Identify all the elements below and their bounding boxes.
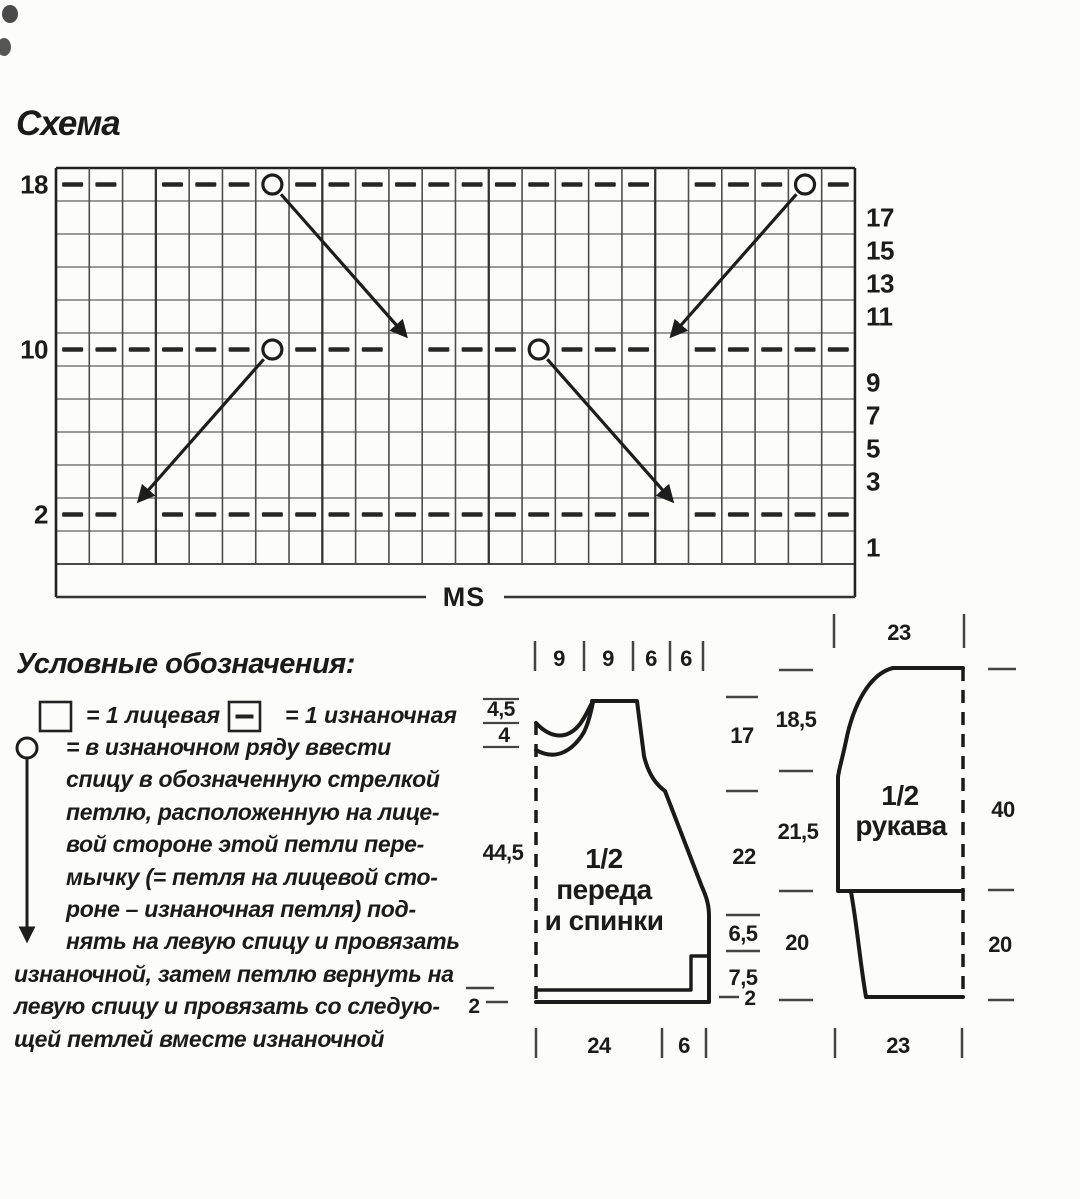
cuff-outline (851, 892, 963, 997)
width-label: 24 (587, 1033, 611, 1058)
length-label: 7,5 (728, 965, 758, 990)
knit-symbol (40, 702, 71, 731)
purl-dash (595, 512, 616, 517)
legend-text-line: петлю, расположенную на лице- (66, 798, 440, 825)
width-label: 9 (602, 646, 614, 671)
legend-text-line: изнаночной, затем петлю вернуть на (14, 960, 454, 987)
purl-dash (528, 512, 549, 517)
legend-heading: Условные обозначения: (16, 648, 355, 680)
stitch-arrow (672, 194, 797, 335)
length-label: 20 (785, 930, 809, 955)
purl-dash (162, 182, 183, 187)
length-label: 6,5 (728, 921, 758, 946)
purl-dash (595, 347, 616, 352)
legend-text-line: роне – изнаночная петля) под- (66, 896, 416, 923)
legend-purl-label: = 1 изнаночная (285, 702, 457, 728)
purl-dash (229, 512, 250, 517)
page-artifact (2, 5, 18, 23)
purl-dash (761, 182, 782, 187)
purl-dash (95, 347, 116, 352)
purl-dash (95, 512, 116, 517)
stitch-arrow (547, 359, 672, 500)
length-label: 2 (744, 987, 756, 1010)
purl-dash (528, 182, 549, 187)
purl-dash (561, 182, 582, 187)
purl-dash (95, 182, 116, 187)
purl-symbol-dash (236, 715, 254, 719)
width-label: 6 (645, 646, 657, 671)
purl-dash (328, 347, 349, 352)
purl-dash (561, 347, 582, 352)
purl-dash (595, 182, 616, 187)
length-label: 17 (730, 723, 754, 748)
length-label: 20 (988, 932, 1012, 957)
stitch-arrow (281, 194, 406, 335)
purl-dash (395, 512, 416, 517)
purl-dash (728, 512, 749, 517)
knitting-chart (20, 168, 894, 612)
purl-dash (828, 512, 849, 517)
length-label: 18,5 (775, 707, 817, 732)
neck-depth-label: 4 (498, 724, 510, 747)
purl-dash (162, 347, 183, 352)
purl-dash (295, 512, 316, 517)
row-number-right: 17 (866, 202, 894, 233)
purl-dash (728, 347, 749, 352)
length-label: 22 (732, 844, 756, 869)
legend-text-line: щей петлей вместе изнаночной (14, 1025, 385, 1052)
purl-dash (362, 347, 383, 352)
purl-dash (428, 512, 449, 517)
purl-dash (828, 347, 849, 352)
purl-dash (162, 512, 183, 517)
stitch-arrow (139, 359, 264, 500)
row-number-right: 3 (866, 466, 880, 497)
lifted-stitch-circle (263, 340, 282, 359)
side-length-label: 44,5 (482, 840, 524, 865)
purl-dash (428, 182, 449, 187)
purl-dash (295, 182, 316, 187)
width-label: 23 (886, 1033, 910, 1058)
purl-dash (62, 347, 83, 352)
row-number-right: 1 (866, 532, 880, 563)
piece-name: и спинки (544, 905, 664, 936)
row-number-right: 15 (866, 235, 894, 266)
legend-knit-label: = 1 лицевая (86, 702, 221, 728)
purl-dash (62, 512, 83, 517)
purl-dash (695, 512, 716, 517)
purl-dash (328, 182, 349, 187)
purl-dash (828, 182, 849, 187)
purl-dash (495, 512, 516, 517)
legend-loop-description (14, 731, 494, 1055)
piece-name: 1/2 (881, 780, 919, 811)
row-number-left: 2 (34, 499, 48, 530)
row-number-right: 7 (866, 400, 880, 431)
purl-dash (229, 182, 250, 187)
purl-dash (462, 182, 483, 187)
purl-dash (195, 347, 216, 352)
legend-text-line: вой стороне этой петли пере- (66, 831, 424, 858)
row-number-left: 10 (20, 334, 48, 365)
purl-dash (628, 512, 649, 517)
row-number-right: 9 (866, 367, 880, 398)
ms-label: MS (442, 582, 486, 612)
purl-dash (195, 182, 216, 187)
piece-name: рукава (855, 810, 947, 841)
purl-dash (628, 347, 649, 352)
chart-title: Схема (16, 104, 120, 143)
purl-dash (295, 347, 316, 352)
piece-name: 1/2 (585, 843, 623, 874)
purl-dash (262, 512, 283, 517)
hem-label: 2 (468, 995, 480, 1018)
lifted-stitch-circle (263, 175, 282, 194)
purl-dash (695, 347, 716, 352)
length-label: 40 (991, 797, 1015, 822)
front-back-schematic (466, 641, 819, 1058)
purl-dash (795, 512, 816, 517)
purl-dash (362, 512, 383, 517)
width-label: 6 (678, 1033, 690, 1058)
purl-dash (495, 347, 516, 352)
width-label: 9 (553, 646, 565, 671)
garment-schematics (466, 614, 1016, 1058)
purl-dash (728, 182, 749, 187)
purl-dash (395, 182, 416, 187)
purl-dash (462, 512, 483, 517)
neck-depth-label: 4,5 (487, 698, 515, 721)
purl-dash (761, 347, 782, 352)
purl-dash (195, 512, 216, 517)
row-number-right: 13 (866, 268, 894, 299)
lifted-stitch-circle (529, 340, 548, 359)
purl-dash (62, 182, 83, 187)
row-number-right: 11 (866, 301, 893, 332)
purl-dash (761, 512, 782, 517)
purl-dash (462, 347, 483, 352)
purl-dash (362, 182, 383, 187)
purl-dash (628, 182, 649, 187)
lifted-stitch-circle (796, 175, 815, 194)
purl-dash (561, 512, 582, 517)
purl-dash (428, 347, 449, 352)
width-label: 23 (887, 620, 911, 645)
legend-text-line: = в изнаночном ряду ввести (66, 734, 391, 760)
sleeve-schematic (834, 614, 1016, 1058)
purl-dash (495, 182, 516, 187)
purl-dash (229, 347, 250, 352)
purl-dash (129, 347, 150, 352)
purl-dash (328, 512, 349, 517)
width-label: 6 (680, 646, 692, 671)
page-artifact (0, 38, 11, 56)
row-number-right: 5 (866, 433, 880, 464)
length-label: 21,5 (777, 819, 819, 844)
hem-slit-line (536, 956, 709, 990)
legend-text-line: левую спицу и провязать со следую- (14, 993, 440, 1020)
piece-name: переда (556, 874, 652, 905)
legend-text-line: спицу в обозначенную стрелкой (66, 766, 440, 793)
purl-dash (695, 182, 716, 187)
row-number-left: 18 (20, 169, 48, 200)
legend-text-line: мычку (= петля на лицевой сто- (66, 863, 438, 890)
purl-dash (795, 347, 816, 352)
legend-text-line: нять на левую спицу и провязать (66, 928, 460, 955)
